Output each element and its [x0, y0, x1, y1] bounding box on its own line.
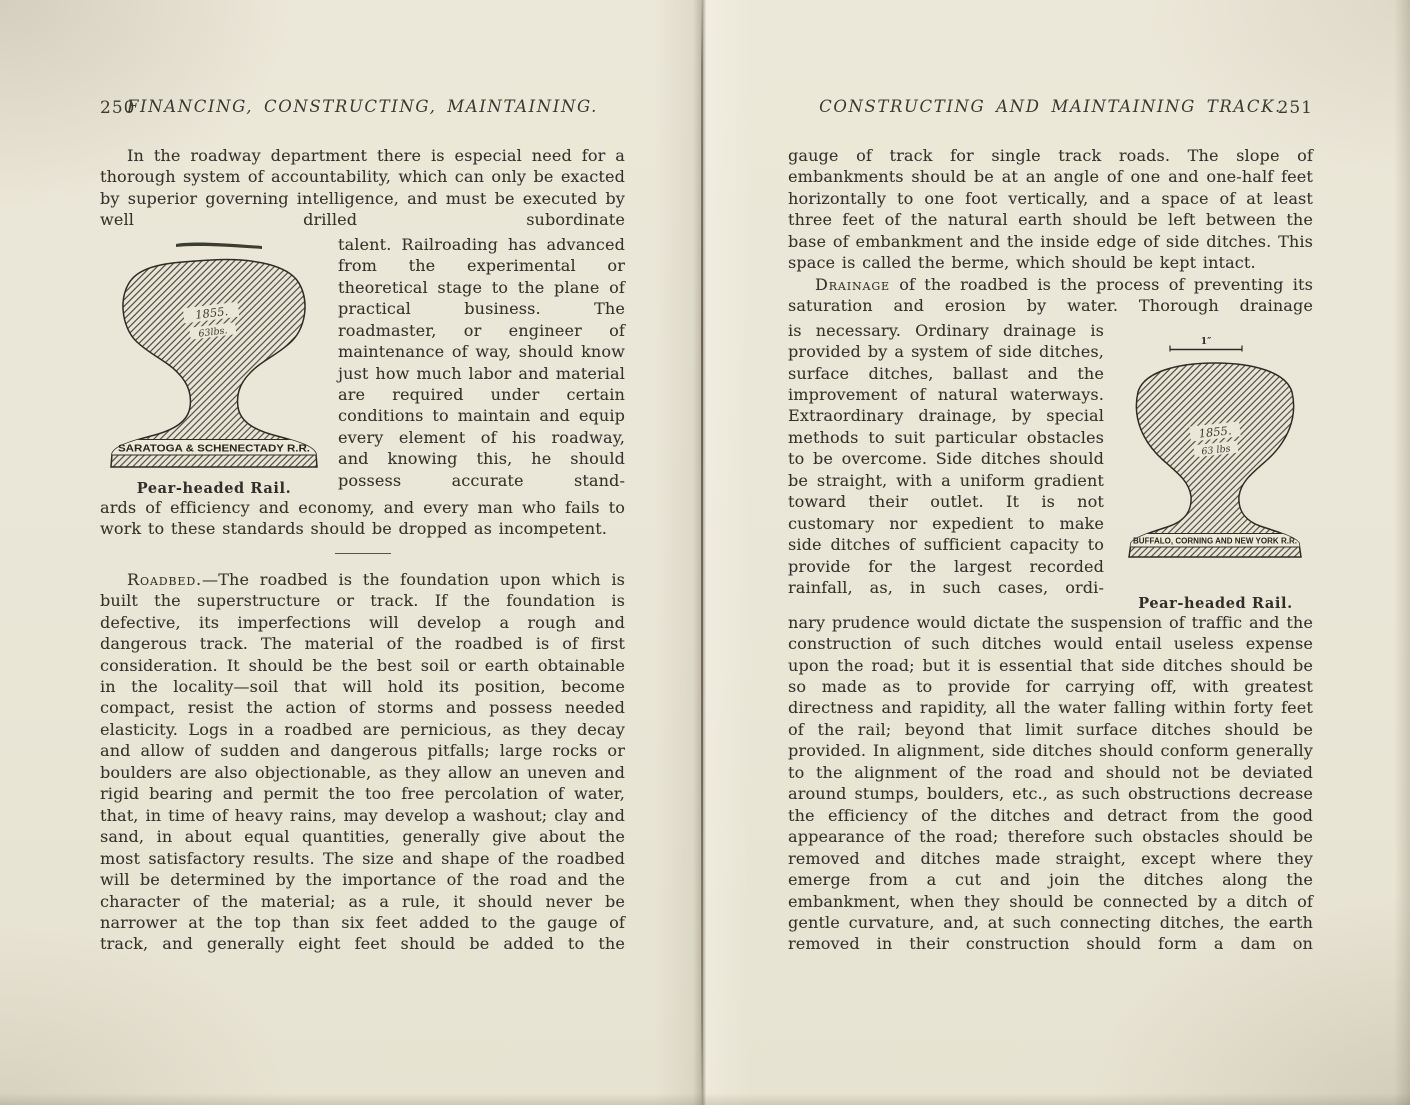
right-page-number: 251 [1277, 98, 1313, 118]
page-edge-right-shadow [1394, 0, 1410, 1105]
dimension-marker [1170, 336, 1242, 352]
right-paragraph-bottom: nary prudence would dictate the suspension of traffic and the construction of such ditches would entail useless expense upon the road; but it is essential that side ditches should be so made as to provide for carrying off, with greatest directness and rapidity, all the water falling within forty feet of the rail; beyond that limit surface ditches should be provided. In alignment, side ditches should conform generally to the alignment of the road and should not be deviated around stumps, boulders, etc., as such obstructions decrease the efficiency of the ditches and detract from the good appearance of the road; therefore such obstacles should be removed and ditches made straight, except where they emerge from a cut and join the ditches along the embankment, when they should be connected by a ditch of gentle curvature, and, at such connecting ditches, the earth removed in their construction should form a dam on [788, 612, 1313, 954]
railroad-name-label: SARATOGA & SCHENECTADY R.R. [118, 442, 311, 455]
right-paragraph-drainage-intro [788, 274, 1313, 317]
left-rail-figure [100, 236, 328, 497]
roadbed-heading: Roadbed. [127, 569, 203, 589]
right-paragraph-top: gauge of track for single track roads. The slope of embankments should be at an angle of one and one-half feet horizontally to one foot vertically, and a space of at least three feet of the natural earth should be left between the base of embankment and the inside edge of side ditches. This space is called the berme, which should be kept intact. [788, 146, 1313, 273]
left-paragraph-continuation: ards of efficiency and economy, and every man who fails to work to these standards should be dropped as incompetent. [100, 497, 625, 539]
drainage-heading: Drainage [815, 274, 890, 294]
right-rail-figure [1118, 333, 1313, 612]
rail-wear-line [176, 242, 262, 248]
right-running-head-title: CONSTRUCTING AND MAINTAINING TRACK. [819, 97, 1282, 116]
right-figure-caption: Pear-headed Rail. [1138, 594, 1293, 612]
dimension-label: 1″ [1200, 335, 1212, 347]
section-divider-rule [335, 553, 391, 554]
right-paragraph-beside-figure: is necessary. Ordinary drainage is provided by a system of side ditches, surface ditches, ballast and the improvement of natural waterways. Extraordinary drainage, by special methods to suit particular obstacles to be overcome. Side ditches should be straight, with a uniform gradient toward their outlet. It is not customary nor expedient to make side ditches of sufficient capacity to provide for the largest recorded rainfall, as, in such cases, ordi- [788, 320, 1104, 598]
rail-year-label: 1855. [1197, 422, 1233, 441]
roadbed-body-text: —The roadbed is the foundation upon which is built the superstructure or track. If the foundation is defective, its imperfections will develop a rough and dangerous track. The material of the roadbed is of first consideration. It should be the best soil or earth obtainable in the locality—soil that will hold its position, become compact, resist the action of storms and possess needed elasticity. Logs in a roadbed are pernicious, as they decay and allow of sudden and dangerous pitfalls; large rocks or boulders are also objectionable, as they allow an uneven and rigid bearing and permit the too free percolation of water, that, in time of heavy rains, may develop a washout; clay and sand, in about equal quantities, generally give about the most satisfactory results. The size and shape of the roadbed will be determined by the importance of the road and the character of the material; as a rule, it should never be narrower at the top than six feet added to the gauge of track, and generally eight feet should be added to the [100, 569, 625, 954]
rail-year-label: 1855. [194, 303, 229, 322]
page-left [100, 97, 625, 955]
pear-headed-rail-illustration-left [100, 236, 328, 470]
left-page-number: 250 [100, 98, 136, 118]
left-paragraph-roadbed [100, 569, 625, 955]
left-running-head [100, 97, 625, 123]
book-gutter-line [701, 0, 703, 1105]
rail-weight-label: 63lbs. [197, 325, 229, 340]
left-figure-caption: Pear-headed Rail. [136, 479, 292, 497]
left-figure-row [100, 234, 625, 497]
drainage-intro-text: of the roadbed is the process of preventing its saturation and erosion by water. Thorough drainage [788, 274, 1313, 316]
right-running-head [788, 97, 1313, 123]
rail-weight-label: 63 lbs [1200, 443, 1232, 458]
left-paragraph-beside-figure: talent. Railroading has advanced from the experimental or theoretical stage to the plane of practical business. The roadmaster, or engineer of maintenance of way, should know just how much labor and material are required under certain conditions to maintain and equip every element of his roadway, and knowing this, he should possess accurate stand- [338, 234, 625, 490]
left-paragraph-intro: In the roadway department there is especial need for a thorough system of accountability, which can only be exacted by superior governing intelligence, and must be executed by well drilled subordinate [100, 146, 625, 230]
rail-cross-section [111, 259, 317, 466]
rail-cross-section [1129, 363, 1301, 557]
left-running-head-title: FINANCING, CONSTRUCTING, MAINTAINING. [126, 97, 599, 116]
right-figure-row [788, 320, 1313, 612]
pear-headed-rail-illustration-right [1118, 333, 1313, 585]
page-right [788, 97, 1313, 955]
railroad-name-label: BUFFALO, CORNING AND NEW YORK R.R. [1133, 536, 1297, 546]
page-edge-bottom-shadow [0, 1093, 1410, 1105]
